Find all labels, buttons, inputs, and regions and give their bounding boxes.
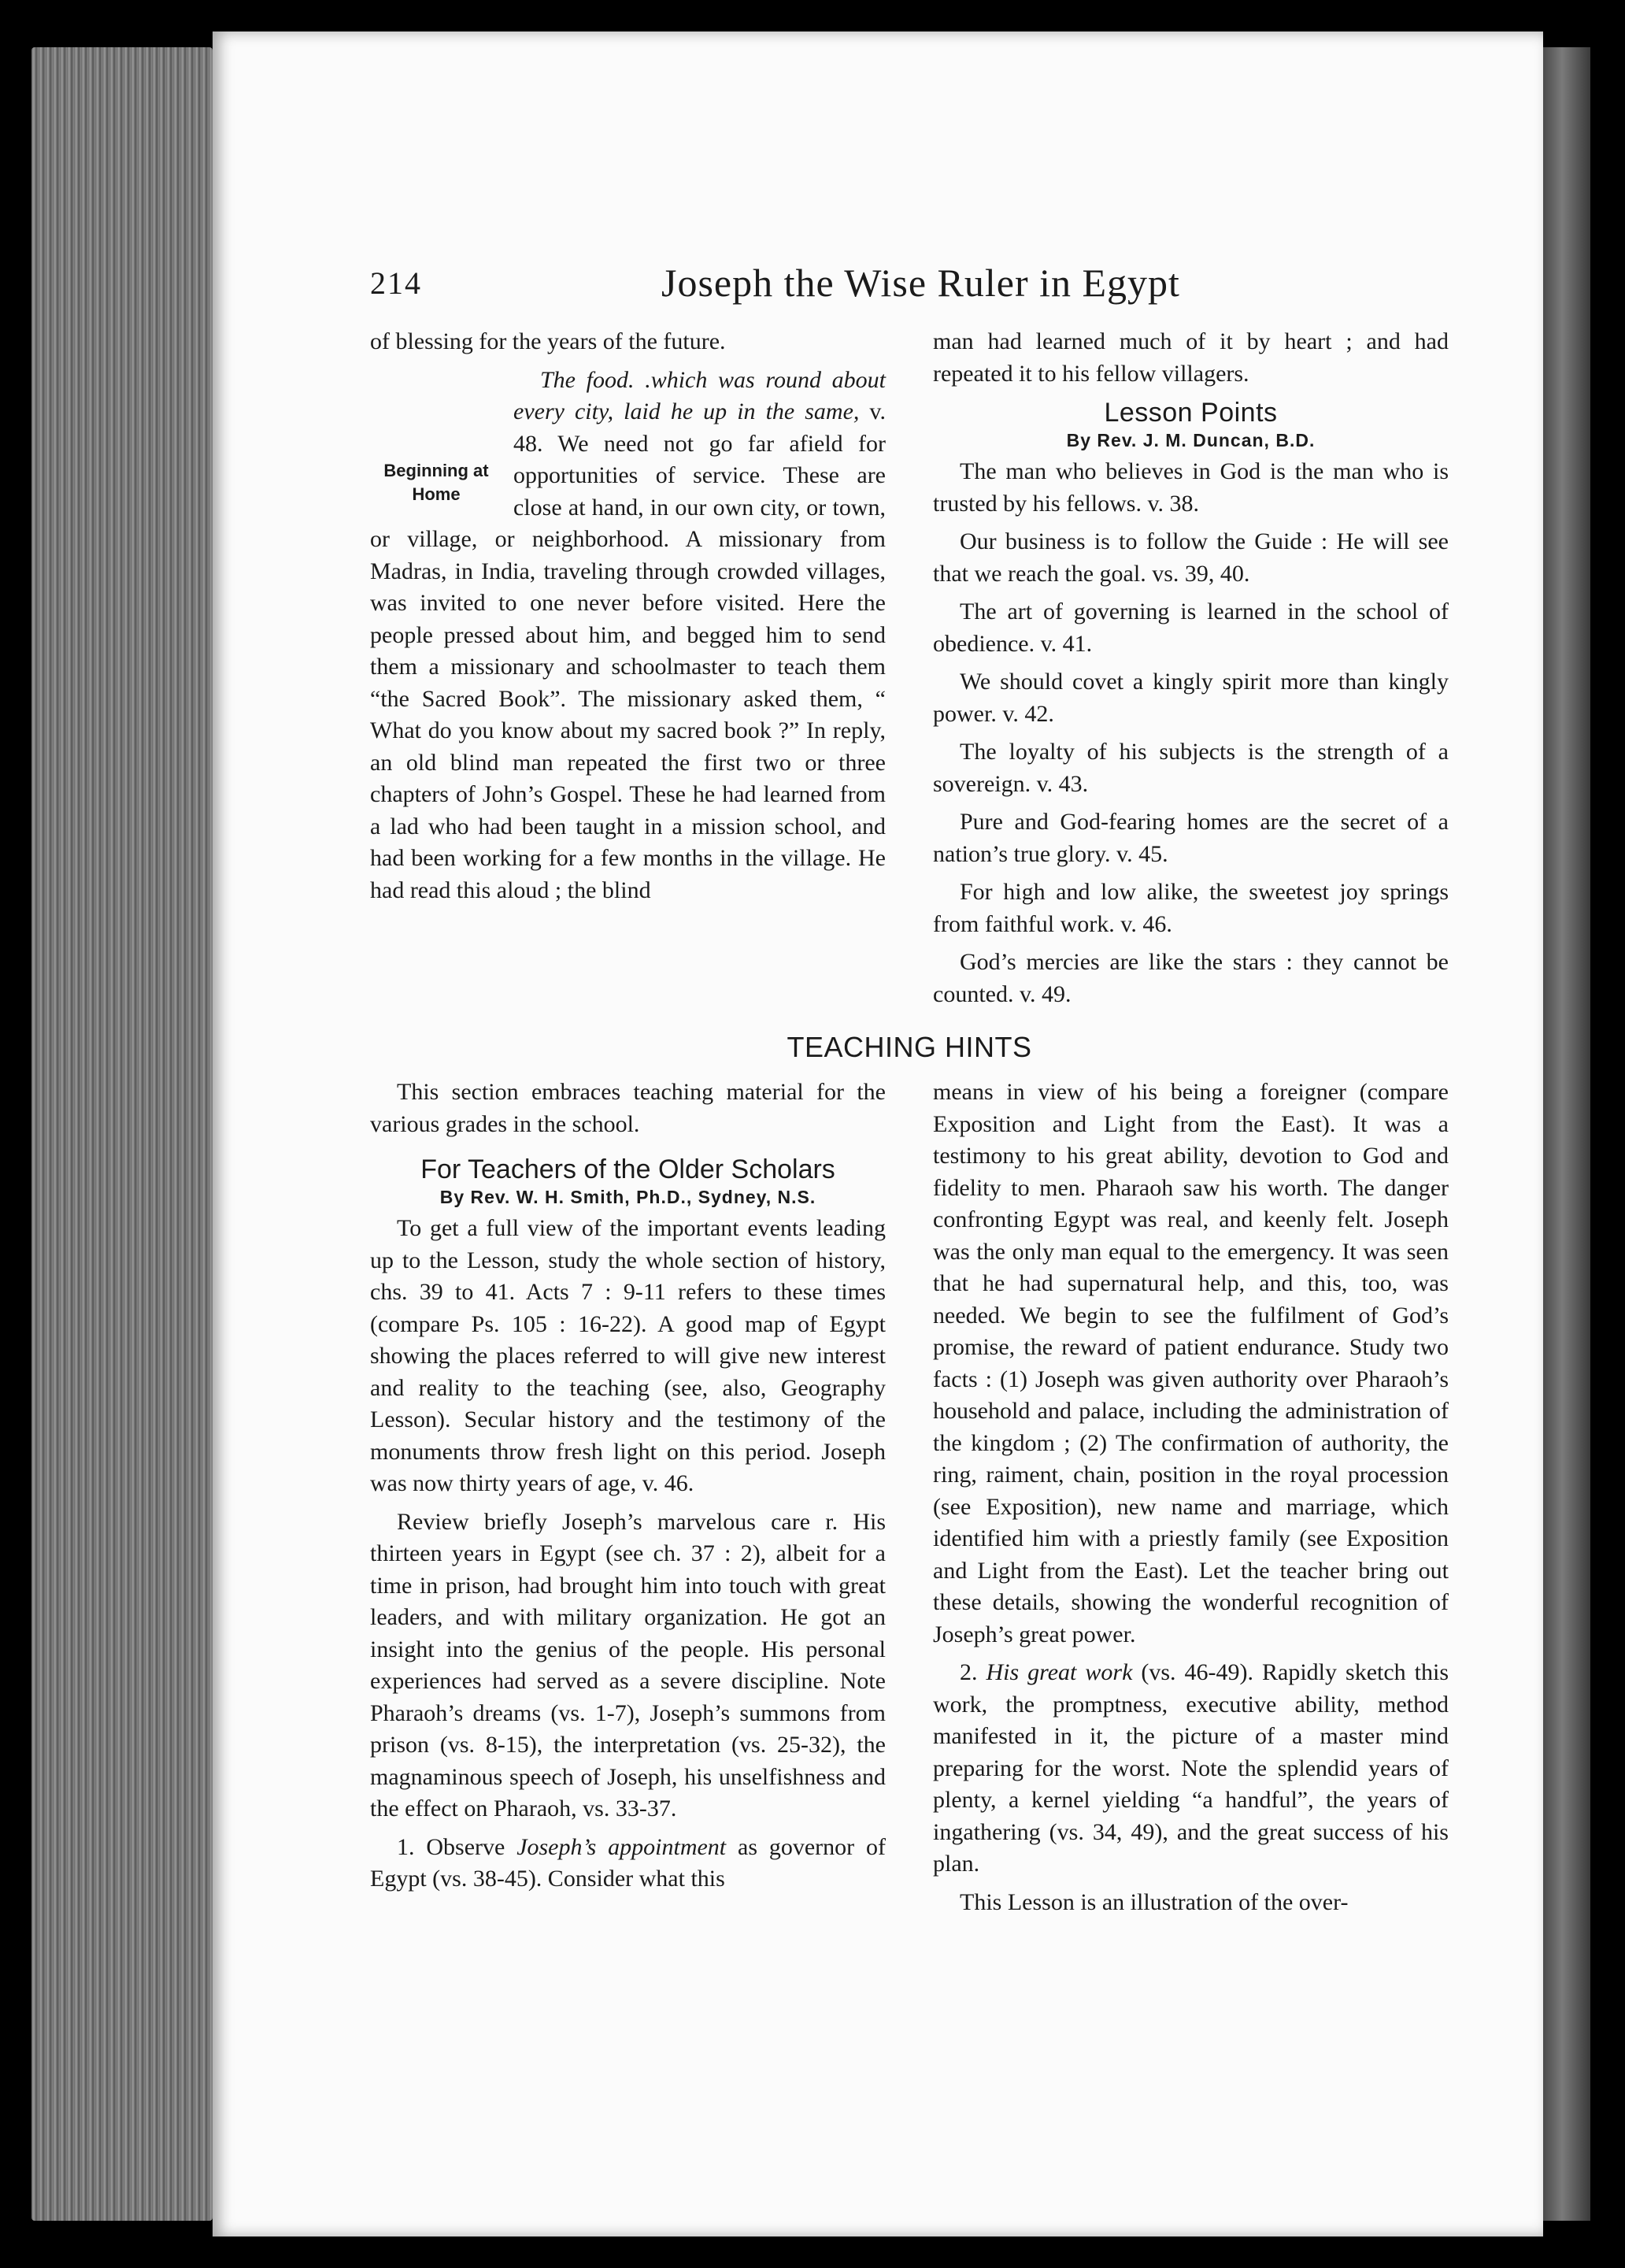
sidebar-note [370,459,502,506]
paragraph-appointment [370,1832,886,1896]
running-title: Joseph the Wise Ruler in Egypt [661,261,1180,305]
paragraph-missionary [370,365,886,907]
lesson-points-byline: By Rev. J. M. Duncan, B.D. [1066,430,1316,450]
lesson-point: Our business is to follow the Guide : He will see that we reach the goal. vs. 39, 40. [933,528,1449,587]
top-right-column [933,326,1449,1017]
paragraph: To get a full view of the important events leading up to the Lesson, study the whole section of history, chs. 39 to 41. Acts 7 : 9-11 refers to these times (compare Ps. 105 : 16-22). A good map of Egypt showing the places referred to will give new interest and reality to the teaching (see, also, Geography Lesson). Secular history and the testimony of the monuments throw fresh light on this period. Joseph was now thirty years of age, v. 46. [370,1215,886,1496]
paragraph: This Lesson is an illustration of the over- [960,1888,1349,1915]
paragraph-text: 1. Observe [397,1833,517,1860]
lesson-point: The man who believes in God is the man who is trusted by his fellows. v. 38. [933,458,1449,517]
paragraph-text: 2. [960,1659,986,1685]
teaching-hints-heading: TEACHING HINTS [787,1031,1032,1063]
lesson-points-heading: Lesson Points [1104,398,1278,428]
page-content [370,260,1449,1925]
paragraph: Review briefly Joseph’s marvelous care r. His thirteen years in Egypt (see ch. 37 : 2), albeit for a time in prison, had brought him into touch with great leaders, and with military organization. He got an insight into the genius of the people. His personal experiences had served as a severe discipline. Note Pharaoh’s dreams (vs. 1-7), Joseph’s summons from prison (vs. 8-15), the interpretation (vs. 25-32), the magnaminous speech of Joseph, his unselfishness and the effect on Pharaoh, vs. 33-37. [370,1508,886,1821]
bottom-left-column [370,1077,886,1925]
emphasis: Joseph’s appointment [516,1833,727,1860]
lesson-point: The art of governing is learned in the school of obedience. v. 41. [933,598,1449,657]
emphasis: His great work [986,1659,1133,1685]
page-header [370,260,1449,315]
scripture-quote: The food. .which was round about every city, laid he up in the same, [513,366,886,424]
bottom-right-column [933,1077,1449,1925]
top-left-column [370,326,886,1017]
book-page-edges [31,47,213,2221]
page-number: 214 [370,265,422,301]
paragraph-great-work [933,1657,1449,1881]
book-cover-edge [1543,47,1590,2221]
paragraph: of blessing for the years of the future. [370,328,726,354]
paragraph-text: (vs. 46-49). Rapidly sketch this work, the promptness, executive ability, method manifested in it, the picture of a master mind preparing for the worst. Note the splendid years of plenty, a kernel yielding “a handful”, the years of ingathering (vs. 34, 49), and the great success of his plan. [933,1659,1449,1877]
lesson-point: Pure and God-fearing homes are the secret of a nation’s true glory. v. 45. [933,809,1449,867]
older-scholars-heading: For Teachers of the Older Scholars [420,1154,835,1184]
older-scholars-byline: By Rev. W. H. Smith, Ph.D., Sydney, N.S. [439,1187,816,1207]
lesson-point: The loyalty of his subjects is the strength of a sovereign. v. 43. [933,739,1449,797]
lesson-point: God’s mercies are like the stars : they cannot be counted. v. 49. [933,949,1449,1007]
lesson-point: For high and low alike, the sweetest joy springs from faithful work. v. 46. [933,879,1449,937]
book-page [213,32,1543,2236]
paragraph-text: v. 48. We need not go far afield for opportunities of service. These are close at hand, in our own city, or town, or village, or neighborhood. A missionary from Madras, in India, traveling through crowded villages, was invited to one never before visited. Here the people pressed about him, and begged him to send them a missionary and schoolmaster to teach them “the Sacred Book”. The missionary asked them, “ What do you know about my sacred book ?” In reply, an old blind man repeated the first two or three chapters of John’s Gospel. These he had learned from a lad who had been taught in a mission school, and had been working for a few months in the village. He had read this aloud ; the blind [370,398,886,903]
sidebar-note-line: Beginning at [383,460,489,480]
paragraph: means in view of his being a foreigner (compare Exposition and Light from the East). It was a testimony to his great ability, devotion to God and fidelity to men. Pharaoh saw his worth. The danger confronting Egypt was real, and keenly felt. Joseph was the only man equal to the emergency. It was seen that he had supernatural help, and this, too, was needed. We begin to see the fulfilment of God’s promise, the reward of patient endurance. Study two facts : (1) Joseph was given authority over Pharaoh’s household and palace, including the administration of the kingdom ; (2) The confirmation of authority, the ring, raiment, chain, position in the royal procession (see Exposition), new name and marriage, which identified him with a priestly family (see Exposition and Light from the East). Let the teacher bring out these details, showing the wonderful recognition of Joseph’s great power. [933,1079,1449,1647]
paragraph-text: as governor of Egypt (vs. 38-45). Consider what this [370,1833,886,1892]
paragraph: This section embraces teaching material for the various grades in the school. [370,1079,886,1137]
paragraph: man had learned much of it by heart ; and had repeated it to his fellow villagers. [933,328,1449,387]
top-columns [370,326,1449,1017]
bottom-columns [370,1077,1449,1925]
sidebar-note-line: Home [412,484,461,504]
lesson-point: We should covet a kingly spirit more than kingly power. v. 42. [933,669,1449,727]
